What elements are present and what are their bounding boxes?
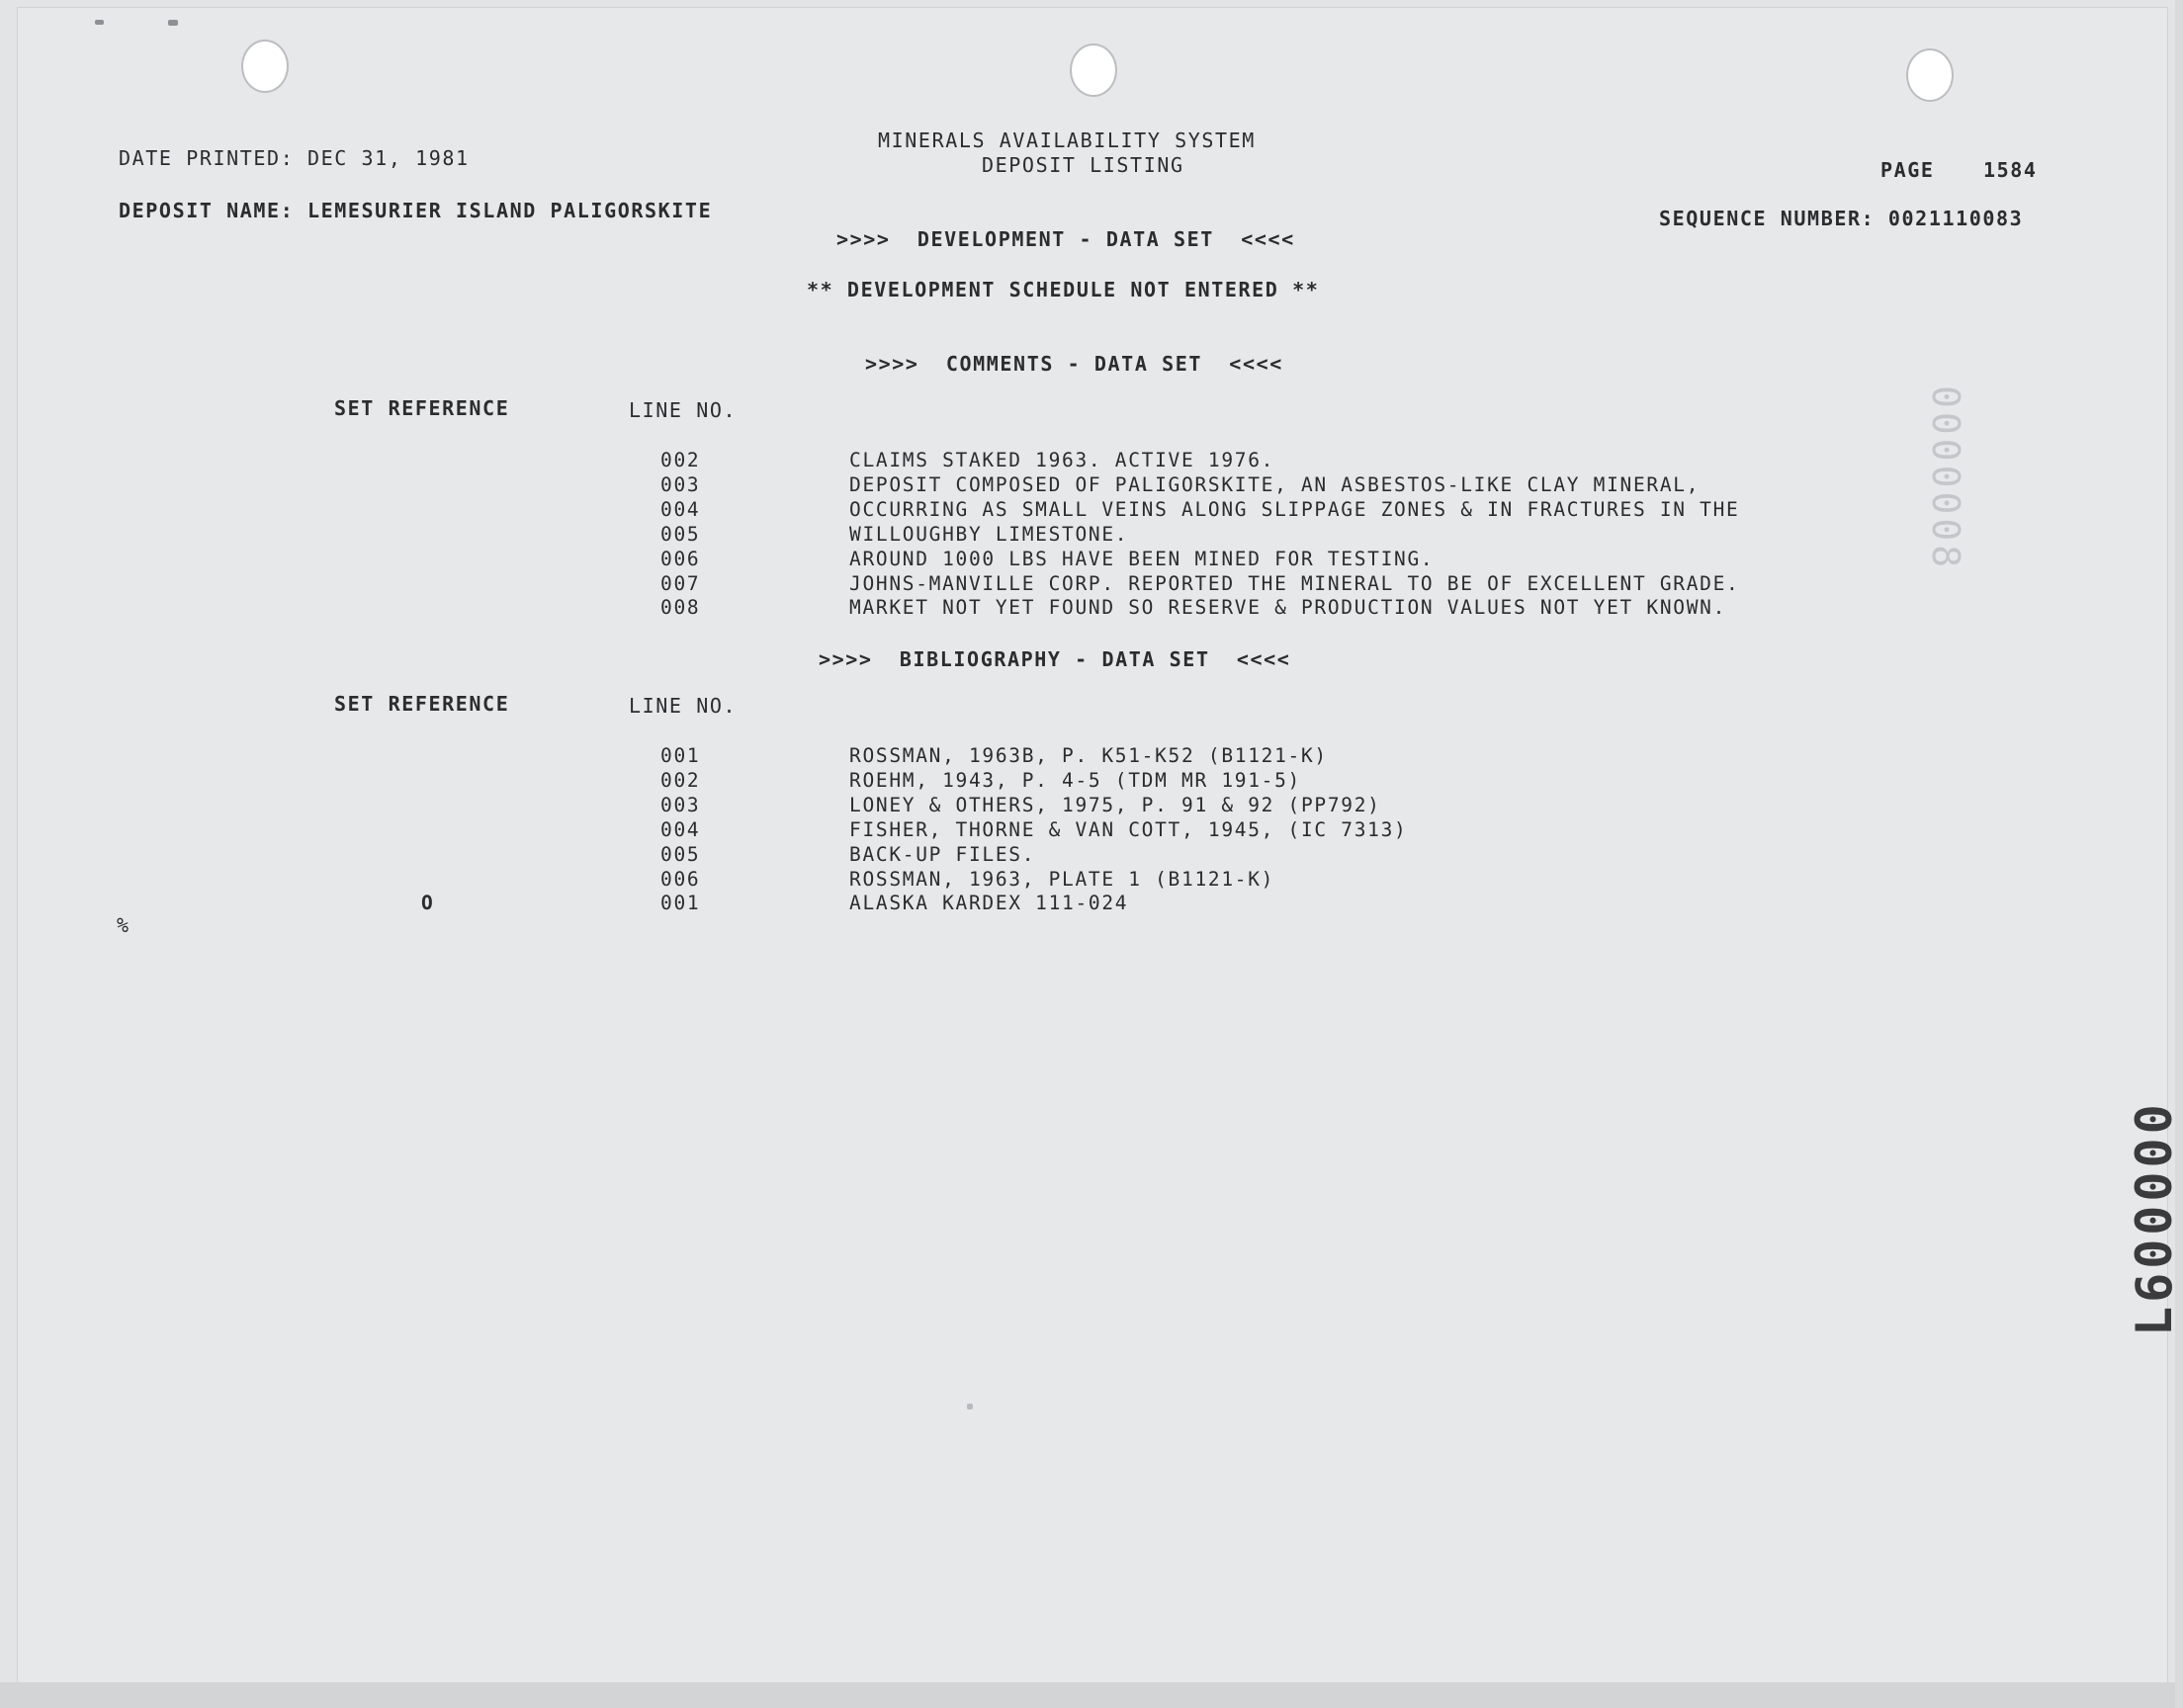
- paper-speck: [168, 20, 178, 26]
- line-number: 004: [660, 497, 701, 521]
- row-text: MARKET NOT YET FOUND SO RESERVE & PRODUCTION VALUES NOT YET KNOWN.: [849, 596, 1727, 620]
- row-text: CLAIMS STAKED 1963. ACTIVE 1976.: [849, 449, 1275, 471]
- row-text: FISHER, THORNE & VAN COTT, 1945, (IC 7313): [849, 817, 1408, 841]
- comments-col-set-reference: SET REFERENCE: [334, 396, 510, 420]
- row-text: AROUND 1000 LBS HAVE BEEN MINED FOR TESTING.: [849, 547, 1435, 570]
- punch-hole-right: [1906, 48, 1954, 102]
- row-text: BACK-UP FILES.: [849, 842, 1036, 866]
- sequence-number: SEQUENCE NUMBER: 0021110083: [1659, 207, 2024, 230]
- deposit-name: DEPOSIT NAME: LEMESURIER ISLAND PALIGORSKITE: [119, 199, 713, 222]
- row-text: JOHNS-MANVILLE CORP. REPORTED THE MINERAL TO BE OF EXCELLENT GRADE.: [849, 571, 1740, 595]
- paper-speck: [95, 20, 104, 25]
- line-number: 005: [660, 842, 701, 866]
- development-note: ** DEVELOPMENT SCHEDULE NOT ENTERED **: [807, 278, 1320, 301]
- row-text: ALASKA KARDEX 111-024: [849, 892, 1129, 915]
- row-text: WILLOUGHBY LIMESTONE.: [849, 522, 1129, 546]
- bibliography-heading: >>>> BIBLIOGRAPHY - DATA SET <<<<: [819, 647, 1291, 671]
- set-reference-value: O: [421, 892, 435, 915]
- row-text: ROEHM, 1943, P. 4-5 (TDM MR 191-5): [849, 768, 1301, 792]
- bibliography-col-line-no: LINE NO.: [629, 694, 738, 718]
- row-text: LONEY & OTHERS, 1975, P. 91 & 92 (PP792): [849, 793, 1381, 816]
- paper-speck: [967, 1404, 973, 1409]
- bibliography-col-set-reference: SET REFERENCE: [334, 692, 510, 716]
- punch-hole-left: [241, 40, 289, 93]
- line-number: 005: [660, 522, 701, 546]
- development-heading: >>>> DEVELOPMENT - DATA SET <<<<: [836, 227, 1295, 251]
- line-number: 006: [660, 867, 701, 891]
- line-number: 004: [660, 817, 701, 841]
- system-title: MINERALS AVAILABILITY SYSTEM: [878, 128, 1256, 152]
- punch-hole-center: [1070, 43, 1117, 97]
- end-marker: %: [117, 913, 131, 937]
- line-number: 007: [660, 571, 701, 595]
- row-text: ROSSMAN, 1963B, P. K51-K52 (B1121-K): [849, 744, 1328, 767]
- page-label: PAGE: [1880, 158, 1935, 182]
- line-number: 008: [660, 596, 701, 620]
- printout-sheet: [18, 8, 2167, 1682]
- row-text: OCCURRING AS SMALL VEINS ALONG SLIPPAGE ZONES & IN FRACTURES IN THE: [849, 497, 1740, 521]
- line-number: 001: [660, 892, 701, 915]
- scan-bottom-edge: [0, 1682, 2175, 1708]
- comments-col-line-no: LINE NO.: [629, 398, 738, 422]
- line-number: 003: [660, 793, 701, 816]
- date-printed: DATE PRINTED: DEC 31, 1981: [119, 146, 470, 170]
- row-text: ROSSMAN, 1963, PLATE 1 (B1121-K): [849, 867, 1275, 891]
- listing-title: DEPOSIT LISTING: [982, 153, 1184, 177]
- line-number: 002: [660, 768, 701, 792]
- row-text: DEPOSIT COMPOSED OF PALIGORSKITE, AN ASBESTOS-LIKE CLAY MINERAL,: [849, 472, 1701, 496]
- side-stamp-faint: 0000008: [1924, 385, 1967, 572]
- line-number: 001: [660, 744, 701, 767]
- line-number: 006: [660, 547, 701, 570]
- page-number: 1584: [1983, 158, 2038, 182]
- comments-heading: >>>> COMMENTS - DATA SET <<<<: [865, 352, 1283, 376]
- line-number: 002: [660, 449, 701, 471]
- line-number: 003: [660, 472, 701, 496]
- side-stamp-bold: L600000: [2126, 1100, 2183, 1336]
